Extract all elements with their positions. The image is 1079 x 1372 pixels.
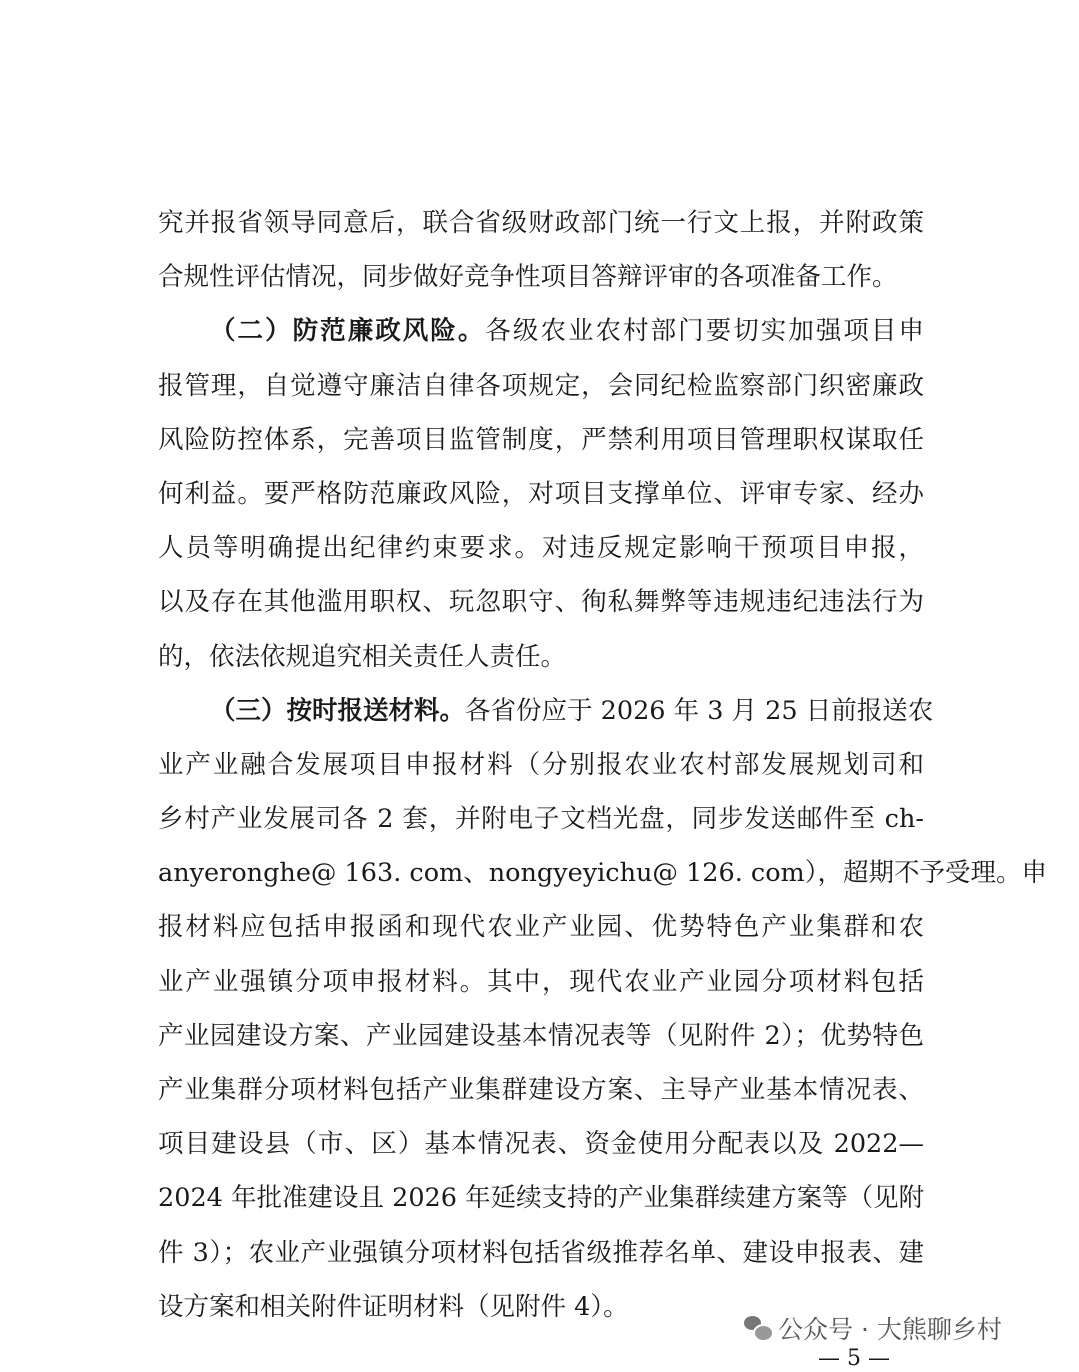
text-line: 以及存在其他滥用职权、玩忽职守、徇私舞弊等违规违纪违法行为 <box>158 587 924 618</box>
text-line: 何利益。要严格防范廉政风险，对项目支撑单位、评审专家、经办 <box>158 478 924 509</box>
section-first-line <box>158 684 934 738</box>
text-line: 设方案和相关附件证明材料（见附件 4）。 <box>158 1291 629 1322</box>
text-line: 项目建设县（市、区）基本情况表、资金使用分配表以及 2022— <box>158 1129 924 1160</box>
text-line: 合规性评估情况，同步做好竞争性项目答辩评审的各项准备工作。 <box>158 262 898 293</box>
section-heading: （二）防范廉政风险。 <box>210 316 486 347</box>
text-line: 人员等明确提出纪律约束要求。对违反规定影响干预项目申报， <box>158 533 924 564</box>
text-line: 产业集群分项材料包括产业集群建设方案、主导产业基本情况表、 <box>158 1075 924 1105</box>
text-line: 乡村产业发展司各 2 套，并附电子文档光盘，同步发送邮件至 ch- <box>158 804 924 835</box>
text-line: 究并报省领导同意后，联合省级财政部门统一行文上报，并附政策 <box>158 208 924 238</box>
text-line: 业产业融合发展项目申报材料（分别报农业农村部发展规划司和 <box>158 749 924 780</box>
wechat-icon <box>744 1316 770 1340</box>
text-line: 2024 年批准建设且 2026 年延续支持的产业集群续建方案等（见附 <box>158 1183 925 1214</box>
text-line: 报管理，自觉遵守廉洁自律各项规定，会同纪检监察部门织密廉政 <box>158 370 924 401</box>
page-number: — 5 — <box>818 1346 890 1371</box>
text-line: 报材料应包括申报函和现代农业产业园、优势特色产业集群和农 <box>158 912 924 943</box>
text-line: 的，依法依规追究相关责任人责任。 <box>158 641 567 672</box>
section-text: 各级农业农村部门要切实加强项目申 <box>485 316 924 347</box>
section-heading: （三）按时报送材料。 <box>210 695 466 726</box>
section-text: 各省份应于 2026 年 3 月 25 日前报送农 <box>465 695 934 726</box>
text-line: 风险防控体系，完善项目监管制度，严禁利用项目管理职权谋取任 <box>158 424 924 455</box>
text-line: anyeronghe@ 163. com、nongyeyichu@ 126. com），超期不予受理。申 <box>158 858 1047 889</box>
wechat-watermark <box>744 1308 1002 1348</box>
watermark-text: 公众号 · 大熊聊乡村 <box>778 1315 1002 1344</box>
text-line: 件 3）；农业产业强镇分项材料包括省级推荐名单、建设申报表、建 <box>158 1237 924 1268</box>
text-line: 产业园建设方案、产业园建设基本情况表等（见附件 2）；优势特色 <box>158 1020 924 1051</box>
section-first-line <box>158 304 924 358</box>
text-line: 业产业强镇分项申报材料。其中，现代农业产业园分项材料包括 <box>158 966 924 997</box>
